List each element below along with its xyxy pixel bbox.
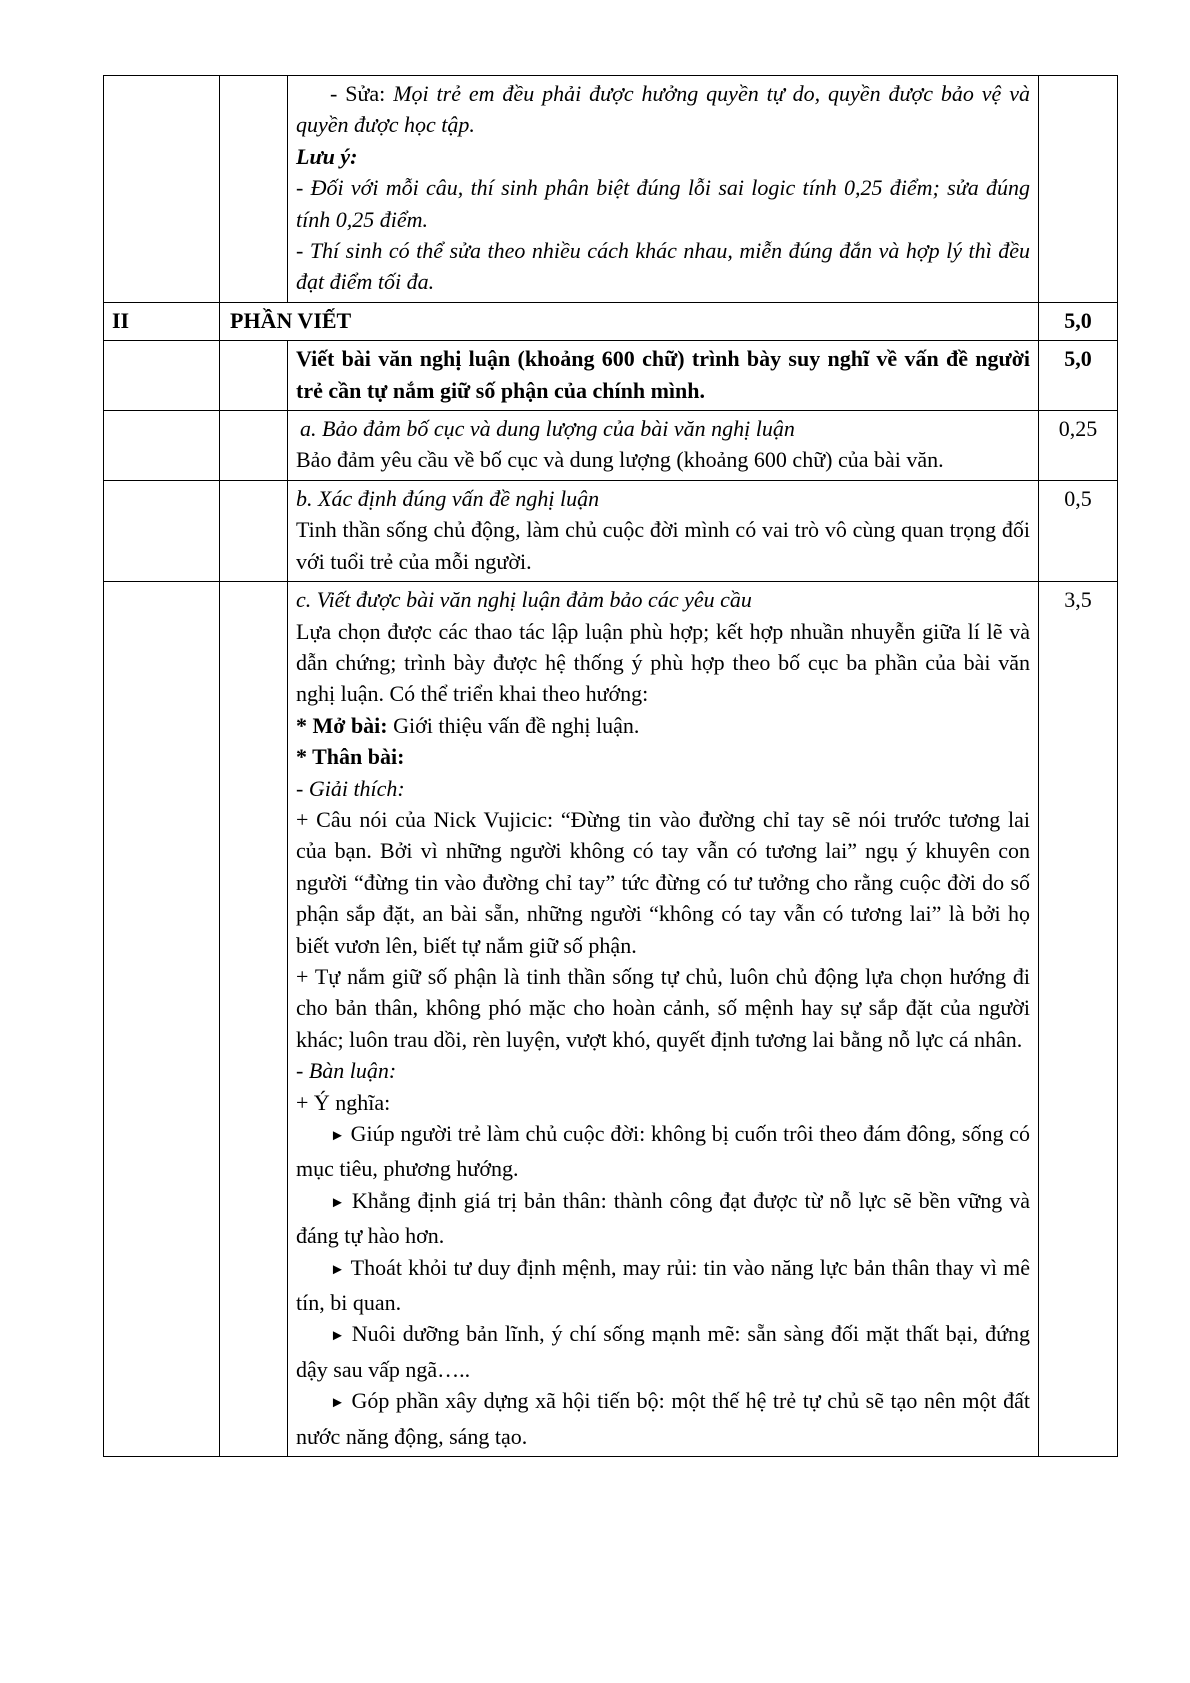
scoring-table	[103, 75, 1118, 1457]
criterion-c-cell	[288, 582, 1039, 1457]
giai-thich-paragraph-2: + Tự nắm giữ số phận là tinh thần sống tự chủ, luôn chủ động lựa chọn hướng đi cho bản thân, không phó mặc cho hoàn cảnh, số mệnh hay sự sắp đặt của người khác; luôn trau dồi, rèn luyện, vượt khó, quyết định tương lai bằng nỗ lực cá nhân.	[296, 963, 1030, 1052]
correction-line	[296, 78, 1030, 141]
criterion-b-cell	[288, 480, 1039, 581]
note-line-2: - Thí sinh có thể sửa theo nhiều cách khác nhau, miễn đúng đắn và hợp lý thì đều đạt điểm tối đa.	[296, 238, 1030, 295]
table-row-criterion-b	[104, 480, 1118, 581]
cell-content	[288, 76, 1039, 303]
essay-prompt: Viết bài văn nghị luận (khoảng 600 chữ) trình bày suy nghĩ về vấn đề người trẻ cần tự nắm giữ số phận của chính mình.	[288, 341, 1039, 411]
answer-key-page	[103, 75, 1117, 1457]
bullet-item	[296, 1252, 1030, 1319]
triangle-bullet-icon: ►	[330, 1395, 345, 1412]
criterion-a-title: a. Bảo đảm bố cục và dung lượng của bài văn nghị luận	[300, 416, 795, 442]
cell-question	[220, 480, 288, 581]
cell-part	[104, 411, 220, 481]
cell-score	[1039, 76, 1118, 303]
table-row-criterion-a	[104, 411, 1118, 481]
criterion-a-cell	[288, 411, 1039, 481]
bullet-item	[296, 1185, 1030, 1252]
note-title: Lưu ý:	[296, 143, 358, 169]
bullet-item	[296, 1118, 1030, 1185]
criterion-c-title: c. Viết được bài văn nghị luận đảm bảo các yêu cầu	[296, 587, 752, 613]
correction-prefix: - Sửa:	[330, 81, 394, 106]
mo-bai-line	[296, 710, 1030, 741]
cell-question	[220, 76, 288, 303]
criterion-c-score: 3,5	[1039, 582, 1118, 1457]
criterion-a-text: Bảo đảm yêu cầu về bố cục và dung lượng (khoảng 600 chữ) của bài văn.	[296, 447, 944, 473]
cell-question	[220, 411, 288, 481]
note-line-1: - Đối với mỗi câu, thí sinh phân biệt đúng lỗi sai logic tính 0,25 điểm; sửa đúng tính 0,25 điểm.	[296, 175, 1030, 232]
mo-bai-text: Giới thiệu vấn đề nghị luận.	[387, 712, 640, 738]
section-number: II	[104, 302, 220, 340]
mo-bai-label: * Mở bài:	[296, 712, 388, 738]
cell-part	[104, 582, 220, 1457]
bullet-item	[296, 1318, 1030, 1385]
criterion-c-intro: Lựa chọn được các thao tác lập luận phù hợp; kết hợp nhuần nhuyễn giữa lí lẽ và dẫn chứng; trình bày được hệ thống ý phù hợp theo bố cục ba phần của bài văn nghị luận. Có thể triển khai theo hướng:	[296, 618, 1030, 707]
table-row-correction	[104, 76, 1118, 303]
cell-part	[104, 480, 220, 581]
table-row-essay-prompt	[104, 341, 1118, 411]
bullet-text: Góp phần xây dựng xã hội tiến bộ: một thế hệ trẻ tự chủ sẽ tạo nên một đất nước năng động, sáng tạo.	[296, 1388, 1030, 1449]
bullet-text: Nuôi dưỡng bản lĩnh, ý chí sống mạnh mẽ: sẵn sàng đối mặt thất bại, đứng dậy sau vấp ngã…..	[296, 1321, 1030, 1382]
correction-text: Mọi trẻ em đều phải được hưởng quyền tự do, quyền được bảo vệ và quyền được học tập.	[296, 81, 1030, 138]
triangle-bullet-icon: ►	[330, 1194, 345, 1211]
bullet-text: Giúp người trẻ làm chủ cuộc đời: không bị cuốn trôi theo đám đông, sống có mục tiêu, phương hướng.	[296, 1121, 1030, 1182]
criterion-b-score: 0,5	[1039, 480, 1118, 581]
cell-question	[220, 582, 288, 1457]
y-nghia-label: + Ý nghĩa:	[296, 1089, 391, 1115]
cell-part	[104, 341, 220, 411]
bullet-text: Khẳng định giá trị bản thân: thành công đạt được từ nỗ lực sẽ bền vững và đáng tự hào hơn.	[296, 1187, 1030, 1249]
triangle-bullet-icon: ►	[330, 1128, 345, 1144]
criterion-a-score: 0,25	[1039, 411, 1118, 481]
section-score: 5,0	[1039, 302, 1118, 340]
criterion-b-title: b. Xác định đúng vấn đề nghị luận	[296, 485, 600, 511]
bullet-text: Thoát khỏi tư duy định mệnh, may rủi: tin vào năng lực bản thân thay vì mê tín, bi quan.	[296, 1254, 1030, 1316]
table-row-section	[104, 302, 1118, 340]
giai-thich-paragraph-1: + Câu nói của Nick Vujicic: “Đừng tin vào đường chỉ tay sẽ nói trước tương lai của bạn. Bởi vì những người không có tay vẫn có tương lai” ngụ ý khuyên con người “đừng tin vào đường chỉ tay” tức đừng có tư tưởng cho rằng cuộc đời do số phận sắp đặt, an bài sẵn, những người “không có tay vẫn có tương lai” là bởi họ biết vươn lên, biết tự nắm giữ số phận.	[296, 806, 1030, 958]
triangle-bullet-icon: ►	[330, 1261, 345, 1278]
triangle-bullet-icon: ►	[330, 1328, 345, 1345]
section-title: PHẦN VIẾT	[220, 302, 1039, 340]
criterion-b-text: Tinh thần sống chủ động, làm chủ cuộc đời mình có vai trò vô cùng quan trọng đối với tuổi trẻ của mỗi người.	[296, 517, 1030, 574]
cell-part	[104, 76, 220, 303]
ban-luan-label: - Bàn luận:	[296, 1058, 397, 1084]
table-row-criterion-c	[104, 582, 1118, 1457]
giai-thich-label: - Giải thích:	[296, 775, 405, 801]
bullet-item	[296, 1385, 1030, 1452]
cell-question	[220, 341, 288, 411]
than-bai-label: * Thân bài:	[296, 744, 405, 770]
essay-score: 5,0	[1039, 341, 1118, 411]
